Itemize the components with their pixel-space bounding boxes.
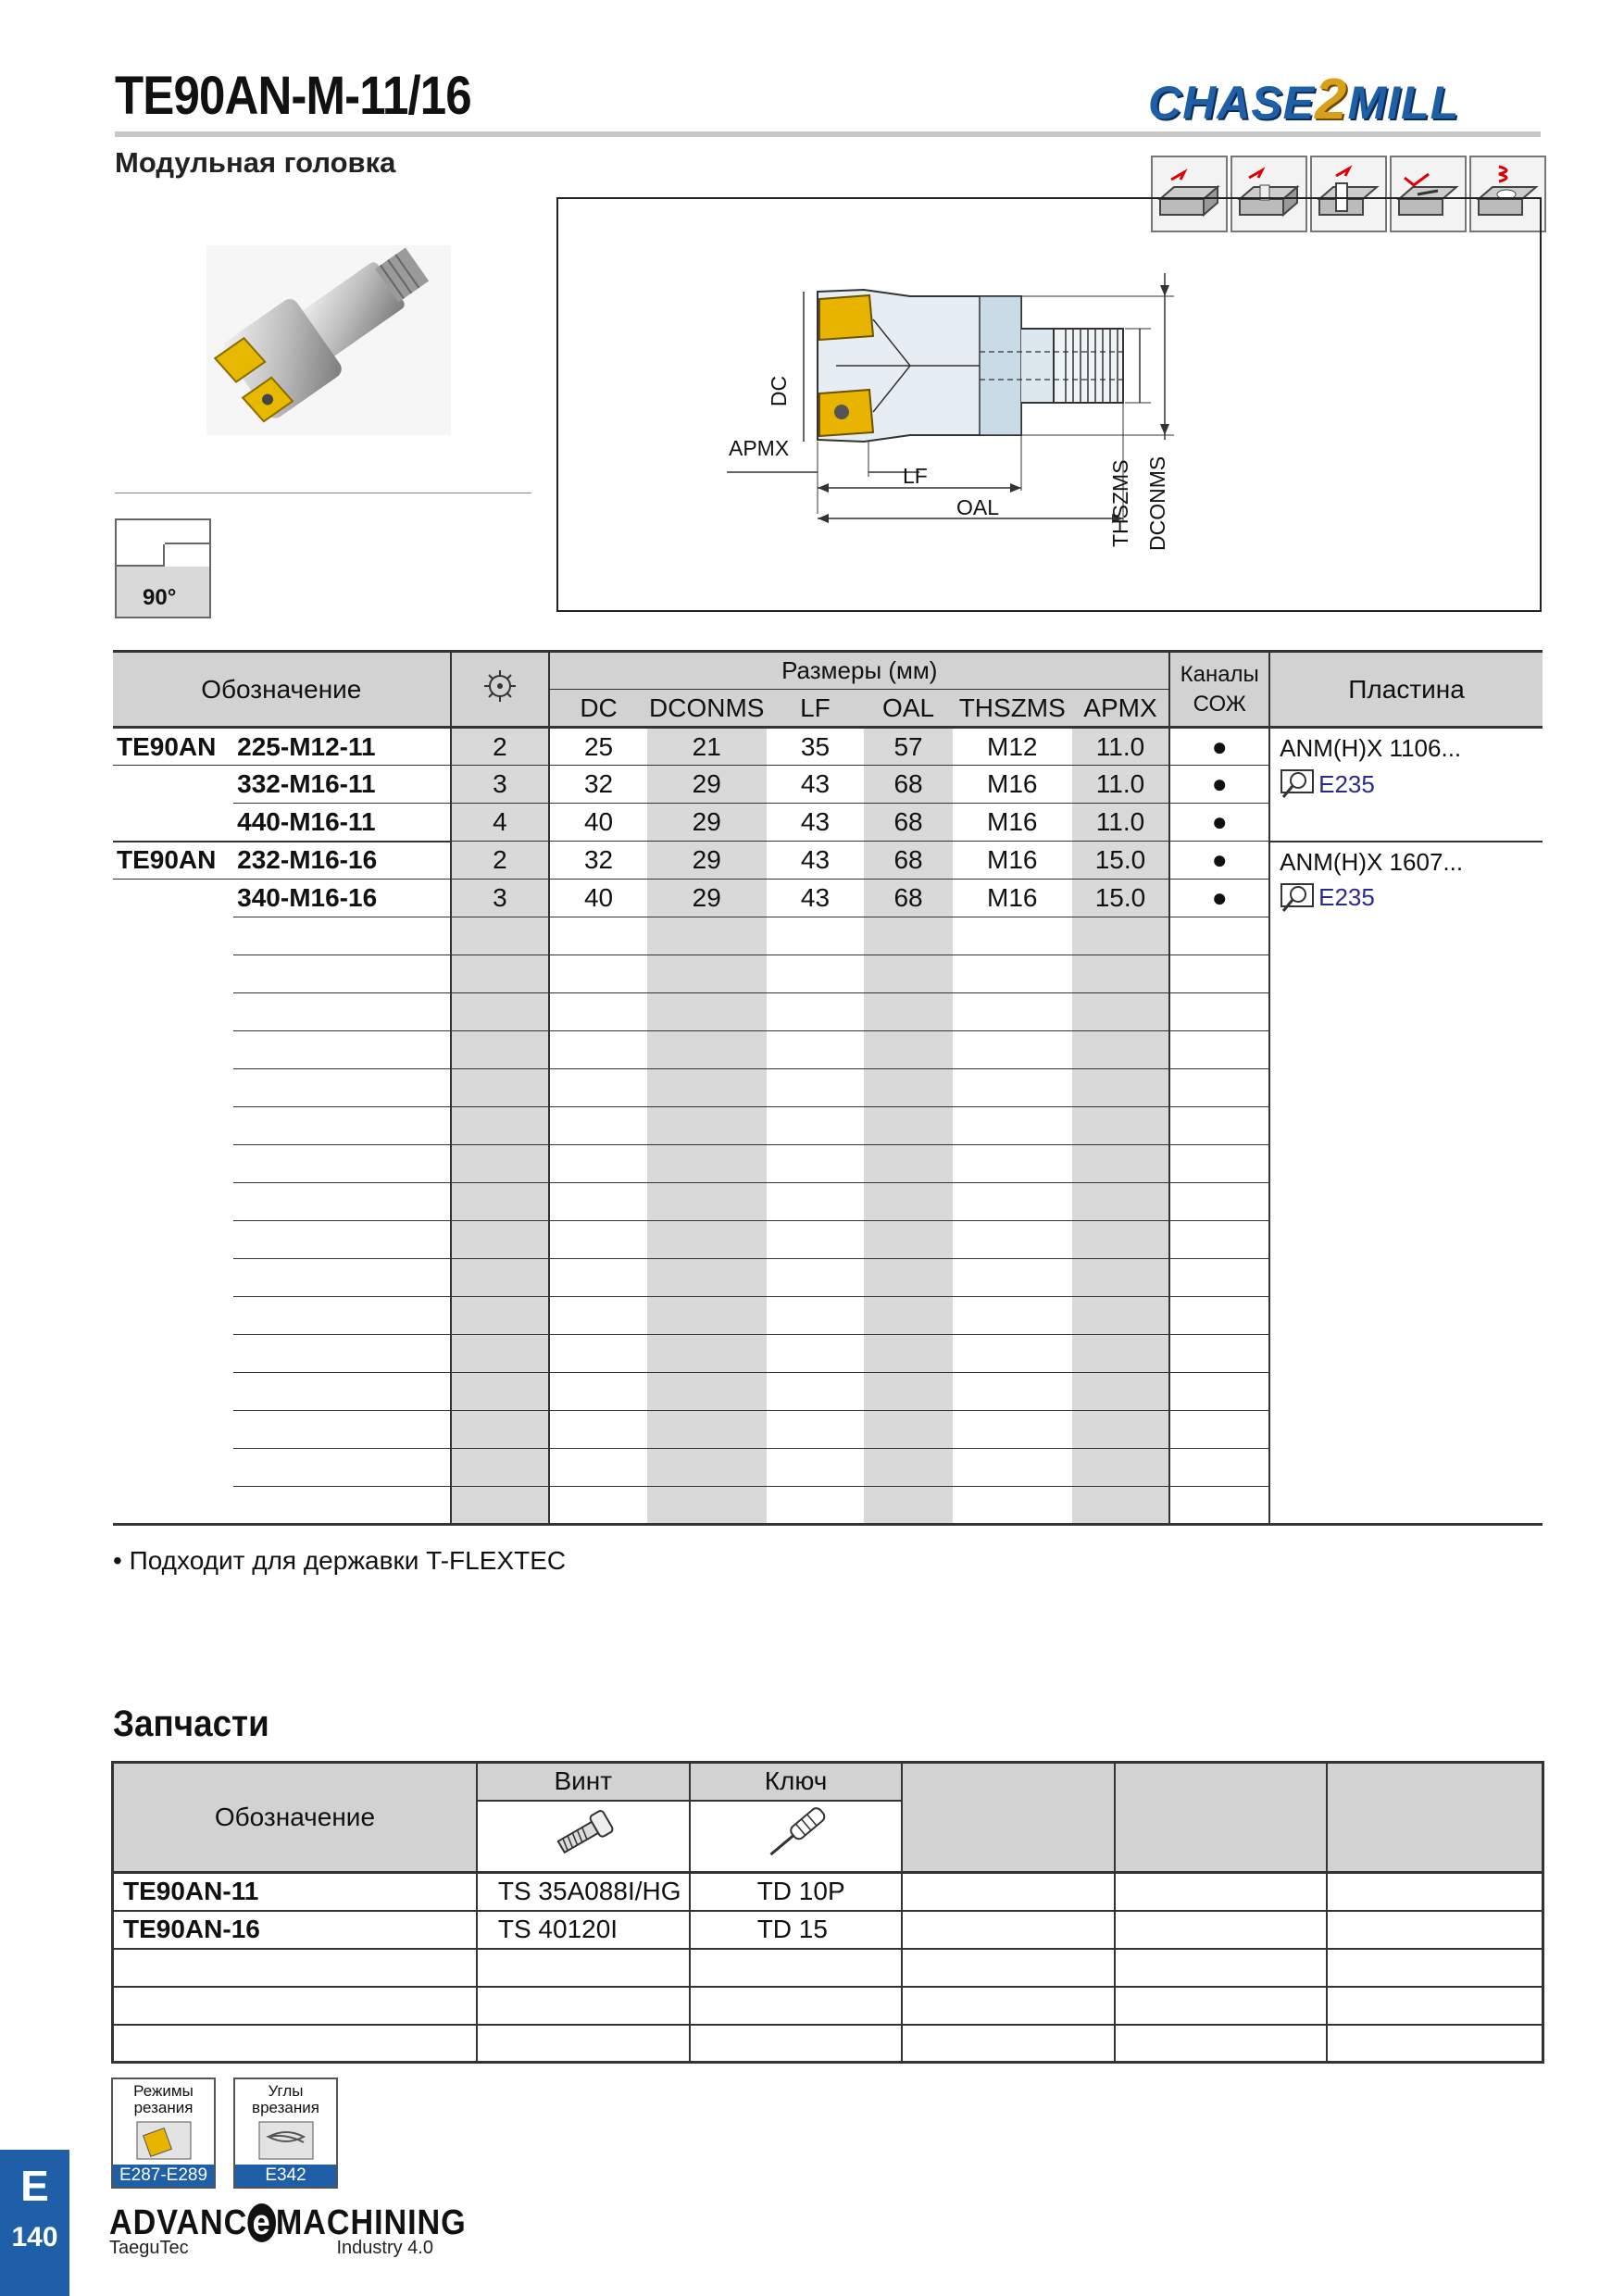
dconms-label: DCONMS xyxy=(1145,455,1169,551)
screw-icon xyxy=(546,1805,620,1861)
oal-value: 57 xyxy=(864,728,953,766)
dc-value: 25 xyxy=(549,728,647,766)
title-divider xyxy=(115,131,1541,137)
insert-reference[interactable] xyxy=(1280,882,1543,914)
parts-designation-header: Обозначение xyxy=(113,1763,477,1873)
col-oal: OAL xyxy=(864,690,953,728)
product-code: 340-M16-16 xyxy=(233,880,450,917)
ref-label: Углы врезания xyxy=(252,2082,319,2116)
footer-logo xyxy=(109,2203,467,2259)
cutting-data-icon xyxy=(131,2118,196,2163)
oal-label: OAL xyxy=(956,495,1000,519)
brand-logo-two: 2 xyxy=(1315,68,1348,131)
coolant-dot: ● xyxy=(1169,842,1269,880)
dconms-value: 29 xyxy=(647,804,767,842)
parts-table xyxy=(111,1761,1544,2064)
screw-image-cell xyxy=(477,1801,690,1873)
dconms-value: 29 xyxy=(647,842,767,880)
insert-code: ANM(H)X 1607... xyxy=(1280,847,1464,876)
teeth-count: 3 xyxy=(451,766,550,804)
lf-value: 35 xyxy=(767,728,865,766)
angle-label: 90° xyxy=(143,585,177,610)
key-image-cell xyxy=(690,1801,903,1873)
apmx-value: 15.0 xyxy=(1072,880,1170,917)
designation-header: Обозначение xyxy=(113,652,451,728)
product-code: 440-M16-11 xyxy=(233,804,450,842)
lf-value: 43 xyxy=(767,842,865,880)
product-code: 232-M16-16 xyxy=(233,842,450,880)
coolant-dot: ● xyxy=(1169,766,1269,804)
ramping-angle-reference[interactable] xyxy=(233,2078,338,2189)
empty-row xyxy=(113,1987,1543,2025)
insert-cell xyxy=(1269,842,1543,1525)
key-code: TD 15 xyxy=(690,1911,903,1949)
thszms-value: M16 xyxy=(953,842,1072,880)
apmx-value: 11.0 xyxy=(1072,804,1170,842)
product-photo xyxy=(199,236,458,444)
empty-row xyxy=(113,1949,1543,1987)
lf-value: 43 xyxy=(767,766,865,804)
footer-tagline: Industry 4.0 xyxy=(336,2238,433,2258)
dconms-value: 29 xyxy=(647,766,767,804)
ref-label: Режимы резания xyxy=(133,2082,194,2116)
footer-brand-main xyxy=(109,2203,467,2243)
lf-label: LF xyxy=(903,464,928,488)
brand-logo xyxy=(1148,67,1546,131)
insert-cell xyxy=(1269,728,1543,842)
insert-ref-page: E235 xyxy=(1318,883,1375,911)
dc-label: DC xyxy=(767,375,792,407)
footer-brand-left: ADVANC xyxy=(109,2203,248,2242)
parts-empty-header xyxy=(902,1763,1114,1873)
thszms-value: M16 xyxy=(953,766,1072,804)
coolant-dot: ● xyxy=(1169,880,1269,917)
cutting-data-reference[interactable] xyxy=(111,2078,216,2189)
parts-code: TE90AN-16 xyxy=(113,1911,477,1949)
product-table xyxy=(113,650,1543,1526)
dc-value: 40 xyxy=(549,804,647,842)
teeth-count: 3 xyxy=(451,880,550,917)
product-code: 332-M16-11 xyxy=(233,766,450,804)
empty-row xyxy=(113,2025,1543,2063)
parts-row xyxy=(113,1911,1543,1949)
dimensions-header: Размеры (мм) xyxy=(549,652,1169,690)
thszms-label: THSZMS xyxy=(1108,459,1132,547)
parts-row xyxy=(113,1873,1543,1911)
cutter-drawing xyxy=(558,199,1540,610)
thszms-value: M16 xyxy=(953,804,1072,842)
col-dc: DC xyxy=(549,690,647,728)
footer-brand-right: MACHINING xyxy=(275,2203,467,2242)
insert-ref-page: E235 xyxy=(1318,769,1375,798)
page-subtitle: Модульная головка xyxy=(115,146,396,179)
screw-header: Винт xyxy=(477,1763,690,1801)
dc-value: 32 xyxy=(549,842,647,880)
col-thszms: THSZMS xyxy=(953,690,1072,728)
oal-value: 68 xyxy=(864,804,953,842)
magnifier-icon xyxy=(1280,768,1315,800)
teeth-count-header xyxy=(451,652,550,728)
insert-header: Пластина xyxy=(1269,652,1543,728)
dimension-diagram xyxy=(556,197,1542,612)
angle-icon xyxy=(115,518,211,618)
family-code: TE90AN xyxy=(113,728,233,766)
oal-value: 68 xyxy=(864,766,953,804)
dconms-value: 29 xyxy=(647,880,767,917)
magnifier-icon xyxy=(1280,882,1315,914)
cutter-teeth-icon xyxy=(481,668,518,705)
footer-brand-e: e xyxy=(247,2203,276,2242)
insert-reference[interactable] xyxy=(1280,768,1543,800)
col-lf: LF xyxy=(767,690,865,728)
apmx-value: 11.0 xyxy=(1072,766,1170,804)
footer-company: TaeguTec xyxy=(109,2238,189,2258)
teeth-count: 2 xyxy=(451,842,550,880)
insert-code: ANM(H)X 1106... xyxy=(1280,734,1462,762)
parts-empty-header xyxy=(1115,1763,1327,1873)
key-header: Ключ xyxy=(690,1763,903,1801)
product-code: 225-M12-11 xyxy=(233,728,450,766)
dconms-value: 21 xyxy=(647,728,767,766)
apmx-label: APMX xyxy=(729,436,790,460)
screwdriver-icon xyxy=(759,1805,833,1861)
compatibility-note: • Подходит для державки T-FLEXTEC xyxy=(113,1546,567,1575)
dc-value: 32 xyxy=(549,766,647,804)
ref-page: E342 xyxy=(235,2165,336,2187)
page-number: 140 xyxy=(11,2222,58,2252)
ramping-angle-icon xyxy=(254,2118,319,2163)
teeth-count: 2 xyxy=(451,728,550,766)
parts-title: Запчасти xyxy=(113,1703,269,1744)
coolant-dot: ● xyxy=(1169,804,1269,842)
section-letter: E xyxy=(20,2162,49,2210)
section-tab xyxy=(0,2150,69,2296)
apmx-value: 15.0 xyxy=(1072,842,1170,880)
thszms-value: M16 xyxy=(953,880,1072,917)
table-row xyxy=(113,728,1543,766)
col-dconms: DCONMS xyxy=(647,690,767,728)
page-title: TE90AN-M-11/16 xyxy=(115,66,471,126)
oal-value: 68 xyxy=(864,880,953,917)
lf-value: 43 xyxy=(767,804,865,842)
family-code: TE90AN xyxy=(113,842,233,880)
table-row xyxy=(113,842,1543,880)
oal-value: 68 xyxy=(864,842,953,880)
teeth-count: 4 xyxy=(451,804,550,842)
brand-logo-right: MILL xyxy=(1347,77,1460,129)
brand-logo-left: CHASE xyxy=(1148,77,1316,129)
lf-value: 43 xyxy=(767,880,865,917)
parts-empty-header xyxy=(1327,1763,1543,1873)
thszms-value: M12 xyxy=(953,728,1072,766)
coolant-dot: ● xyxy=(1169,728,1269,766)
coolant-header: Каналы СОЖ xyxy=(1169,652,1269,728)
parts-code: TE90AN-11 xyxy=(113,1873,477,1911)
key-code: TD 10P xyxy=(690,1873,903,1911)
apmx-value: 11.0 xyxy=(1072,728,1170,766)
screw-code: TS 40120I xyxy=(477,1911,690,1949)
col-apmx: APMX xyxy=(1072,690,1170,728)
dc-value: 40 xyxy=(549,880,647,917)
ref-page: E287-E289 xyxy=(113,2165,214,2187)
screw-code: TS 35A088I/HG xyxy=(477,1873,690,1911)
